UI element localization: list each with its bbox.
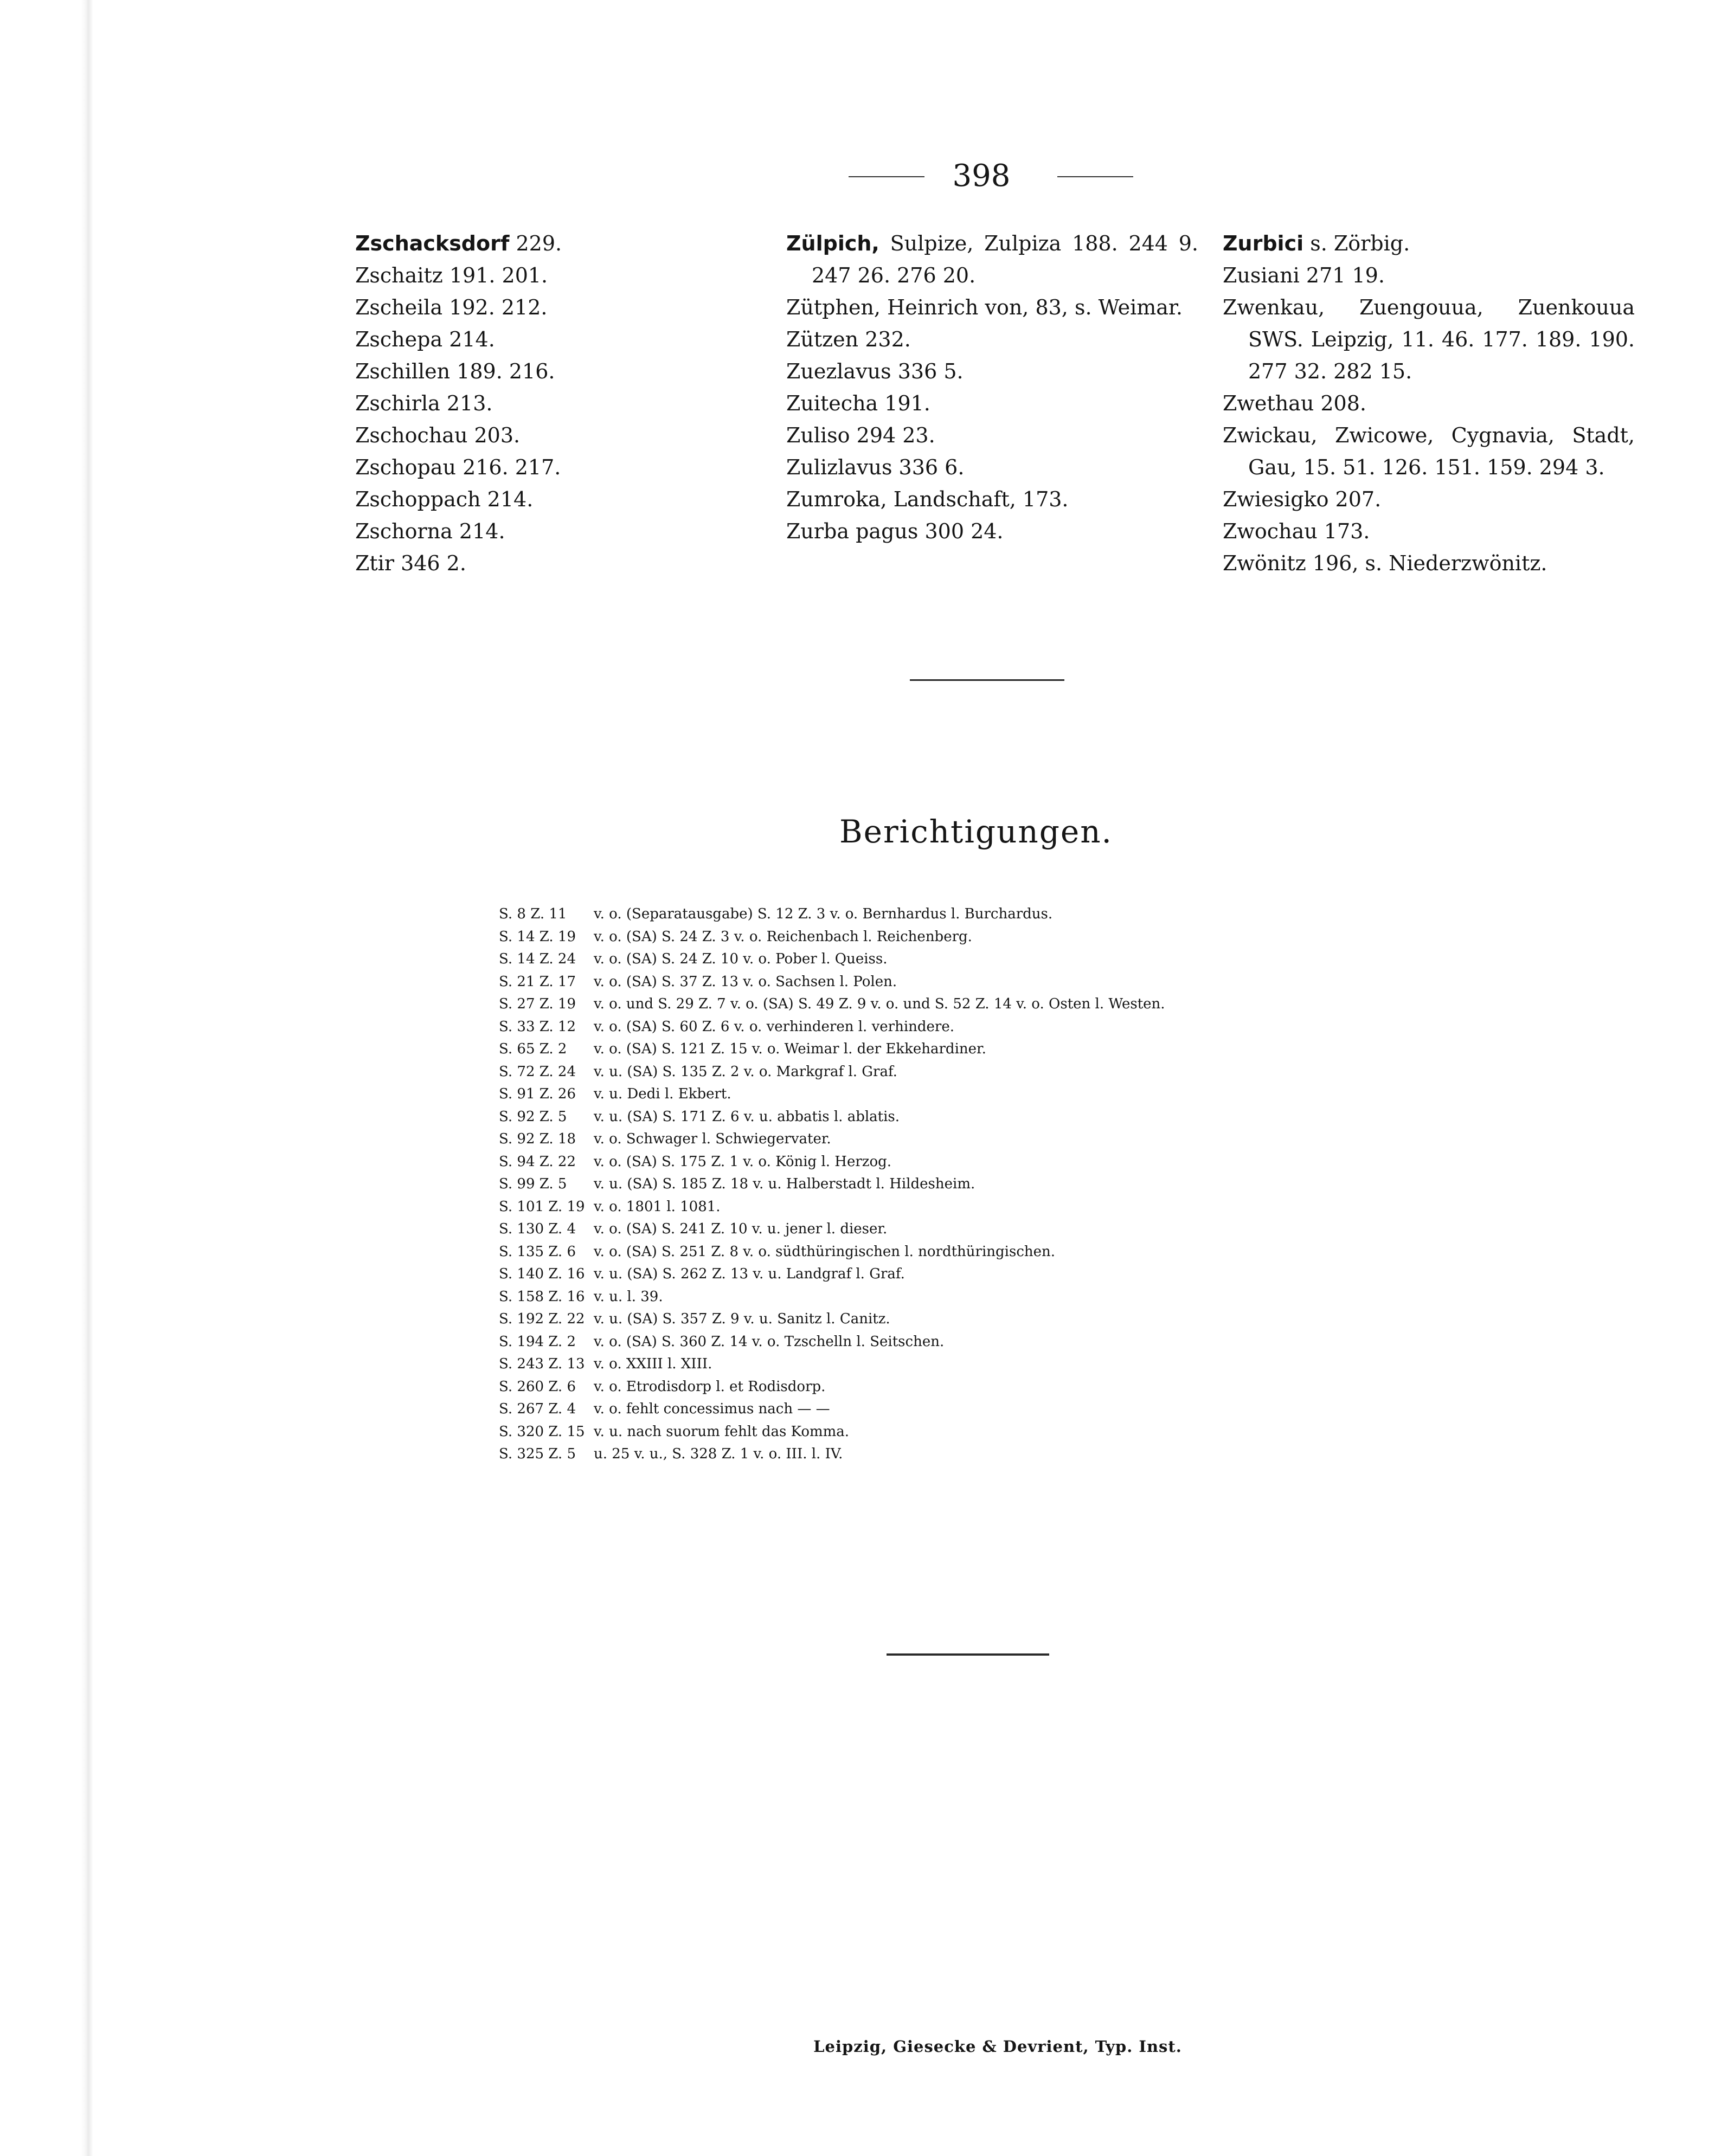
section-separator: [910, 679, 1064, 681]
index-entry: Zwickau, Zwicowe, Cygnavia, Stadt, Gau, 15. 51. 126. 151. 159. 294 3.: [1223, 423, 1635, 479]
correction-item: S. 192 Z. 22 v. u. (SA) S. 357 Z. 9 v. u. Sanitz l. Canitz.: [499, 1311, 890, 1327]
index-entry: Zschaitz 191. 201.: [355, 263, 548, 287]
index-entry: Zschoppach 214.: [355, 487, 534, 511]
correction-item: S. 72 Z. 24 v. u. (SA) S. 135 Z. 2 v. o. Markgraf l. Graf.: [499, 1063, 897, 1080]
correction-item: S. 135 Z. 6 v. o. (SA) S. 251 Z. 8 v. o. südthüringischen l. nordthüringischen.: [499, 1243, 1056, 1260]
index-entry: Zurbici s. Zörbig.: [1223, 231, 1410, 255]
index-entry: Zütphen, Heinrich von, 83, s. Weimar.: [786, 295, 1183, 319]
correction-item: S. 99 Z. 5 v. u. (SA) S. 185 Z. 18 v. u. Halberstadt l. Hildesheim.: [499, 1176, 975, 1192]
correction-item: S. 92 Z. 18 v. o. Schwager l. Schwiegervater.: [499, 1131, 831, 1147]
index-entry: Zuezlavus 336 5.: [786, 359, 964, 383]
index-entry: Zusiani 271 19.: [1223, 263, 1385, 287]
correction-item: S. 320 Z. 15 v. u. nach suorum fehlt das Komma.: [499, 1423, 850, 1440]
correction-item: S. 194 Z. 2 v. o. (SA) S. 360 Z. 14 v. o. Tzschelln l. Seitschen.: [499, 1333, 945, 1350]
correction-item: S. 27 Z. 19 v. o. und S. 29 Z. 7 v. o. (SA) S. 49 Z. 9 v. o. und S. 52 Z. 14 v. o. Osten l. Westen.: [499, 996, 1165, 1012]
index-entry: Zwenkau, Zuengouua, Zuenkouua SWS. Leipzig, 11. 46. 177. 189. 190. 277 32. 282 15.: [1223, 295, 1635, 383]
correction-item: S. 91 Z. 26 v. u. Dedi l. Ekbert.: [499, 1086, 731, 1102]
index-entry: Zschochau 203.: [355, 423, 521, 447]
correction-item: S. 325 Z. 5 u. 25 v. u., S. 328 Z. 1 v. o. III. l. IV.: [499, 1446, 843, 1462]
index-column-2: [786, 228, 1198, 548]
index-entry: Zulizlavus 336 6.: [786, 455, 965, 479]
correction-item: S. 65 Z. 2 v. o. (SA) S. 121 Z. 15 v. o. Weimar l. der Ekkehardiner.: [499, 1041, 986, 1057]
index-entry: Zschacksdorf 229.: [355, 231, 562, 255]
printer-imprint: Leipzig, Giesecke & Devrient, Typ. Inst.: [813, 2037, 1182, 2056]
index-column-1: [355, 228, 746, 580]
binding-edge: [81, 0, 93, 2156]
index-entry: Zschirla 213.: [355, 391, 493, 415]
correction-item: S. 243 Z. 13 v. o. XXIII l. XIII.: [499, 1356, 712, 1372]
index-entry: Zützen 232.: [786, 327, 911, 351]
index-entry: Ztir 346 2.: [355, 551, 466, 575]
correction-item: S. 92 Z. 5 v. u. (SA) S. 171 Z. 6 v. u. abbatis l. ablatis.: [499, 1108, 900, 1125]
corrections-list: [499, 903, 1529, 1466]
index-entry: Zschepa 214.: [355, 327, 495, 351]
end-separator: [887, 1653, 1049, 1656]
section-title: Berichtigungen.: [839, 813, 1113, 850]
index-entry: Zschopau 216. 217.: [355, 455, 561, 479]
correction-item: S. 267 Z. 4 v. o. fehlt concessimus nach — —: [499, 1401, 830, 1417]
index-entry: Zuliso 294 23.: [786, 423, 935, 447]
correction-item: S. 158 Z. 16 v. u. l. 39.: [499, 1288, 663, 1305]
index-entry: Zwochau 173.: [1223, 519, 1370, 543]
correction-item: S. 14 Z. 19 v. o. (SA) S. 24 Z. 3 v. o. Reichenbach l. Reichenberg.: [499, 928, 972, 945]
correction-item: S. 14 Z. 24 v. o. (SA) S. 24 Z. 10 v. o. Pober l. Queiss.: [499, 951, 888, 967]
index-entry: Zwethau 208.: [1223, 391, 1366, 415]
index-entry: Zülpich, Sulpize, Zulpiza 188. 244 9. 247 26. 276 20.: [786, 231, 1198, 287]
correction-item: S. 130 Z. 4 v. o. (SA) S. 241 Z. 10 v. u. jener l. dieser.: [499, 1221, 888, 1237]
correction-item: S. 21 Z. 17 v. o. (SA) S. 37 Z. 13 v. o. Sachsen l. Polen.: [499, 973, 897, 990]
correction-item: S. 8 Z. 11 v. o. (Separatausgabe) S. 12 Z. 3 v. o. Bernhardus l. Burchardus.: [499, 906, 1053, 922]
correction-item: S. 33 Z. 12 v. o. (SA) S. 60 Z. 6 v. o. verhinderen l. verhindere.: [499, 1018, 954, 1035]
index-entry: Zwönitz 196, s. Niederzwönitz.: [1223, 551, 1547, 575]
index-entry: Zschillen 189. 216.: [355, 359, 555, 383]
page-number: 398: [952, 158, 1011, 194]
index-entry: Zuitecha 191.: [786, 391, 930, 415]
index-entry: Zscheila 192. 212.: [355, 295, 548, 319]
correction-item: S. 101 Z. 19 v. o. 1801 l. 1081.: [499, 1198, 721, 1215]
index-column-3: [1223, 228, 1635, 580]
correction-item: S. 140 Z. 16 v. u. (SA) S. 262 Z. 13 v. u. Landgraf l. Graf.: [499, 1266, 905, 1282]
index-entry: Zschorna 214.: [355, 519, 505, 543]
index-entry: Zumroka, Landschaft, 173.: [786, 487, 1069, 511]
index-entry: Zwiesigko 207.: [1223, 487, 1382, 511]
correction-item: S. 94 Z. 22 v. o. (SA) S. 175 Z. 1 v. o. König l. Herzog.: [499, 1153, 892, 1170]
index-entry: Zurba pagus 300 24.: [786, 519, 1004, 543]
correction-item: S. 260 Z. 6 v. o. Etrodisdorp l. et Rodisdorp.: [499, 1378, 826, 1395]
page-number-rule-right: [1057, 176, 1133, 177]
